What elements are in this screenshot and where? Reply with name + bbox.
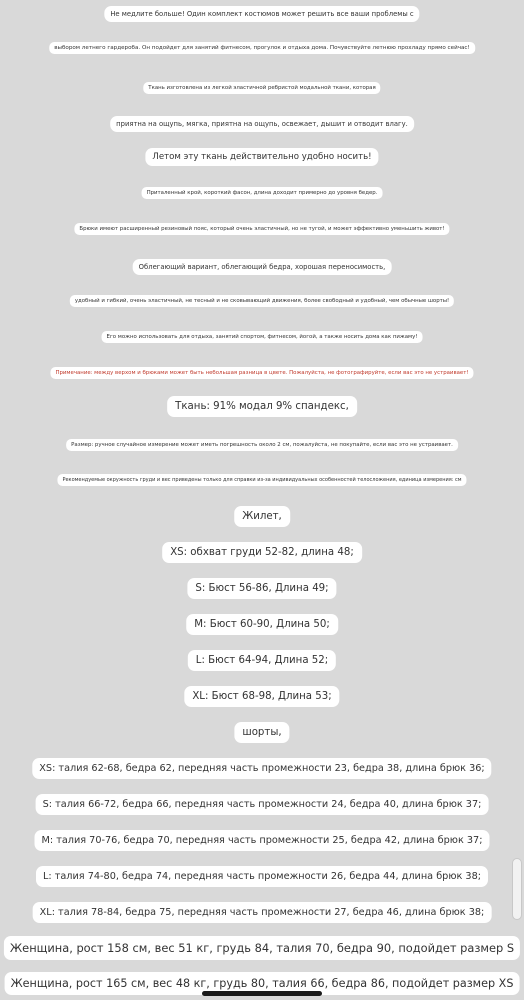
text-bubble-pants-waist: Брюки имеют расширенный резиновый пояс, который очень эластичный, но не тугой, и может эффективно уменьшить живот!	[74, 223, 449, 235]
text-bubble-comfort: удобный и гибкий, очень эластичный, не тесный и не сковывающий движения, более свободный и удобный, чем обычные шорты!	[70, 295, 454, 307]
text-bubble-shorts-heading: шорты,	[234, 722, 289, 743]
text-bubble-shorts-m: M: талия 70-76, бедра 70, передняя часть промежности 25, бедра 42, длина брюк 37;	[35, 830, 490, 851]
text-bubble-usage: Его можно использовать для отдыха, занятий спортом, фитнесом, йогой, а также носить дома как пижаму!	[102, 331, 423, 343]
side-scroll-handle[interactable]	[512, 858, 522, 920]
text-bubble-tight-fit: Облегающий вариант, облегающий бедра, хорошая переносимость,	[133, 259, 392, 275]
text-bubble-fabric-2: приятна на ощупь, мягка, приятна на ощупь, освежает, дышит и отводит влагу.	[110, 116, 414, 132]
text-bubble-shorts-l: L: талия 74-80, бедра 74, передняя часть промежности 26, бедра 44, длина брюк 38;	[36, 866, 488, 887]
text-bubble-size-measure-note: Размер: ручное случайное измерение может иметь погрешность около 2 см, пожалуйста, не покупайте, если вас это не устраивает.	[66, 439, 458, 451]
text-bubble-vest-m: M: Бюст 60-90, Длина 50;	[186, 614, 338, 635]
home-indicator-bar[interactable]	[202, 991, 322, 996]
text-bubble-vest-s: S: Бюст 56-86, Длина 49;	[187, 578, 336, 599]
text-bubble-vest-heading: Жилет,	[234, 506, 290, 527]
text-bubble-composition: Ткань: 91% модал 9% спандекс,	[167, 396, 357, 417]
text-bubble-color-note: Примечание: между верхом и брюками может быть небольшая разница в цвете. Пожалуйста, не фотографируйте, если вас это не устраивает!	[50, 367, 473, 379]
text-bubble-intro-1: Не медлите больше! Один комплект костюмов может решить все ваши проблемы с	[104, 6, 419, 22]
text-bubble-vest-xs: XS: обхват груди 52-82, длина 48;	[162, 542, 362, 563]
text-bubble-size-reference-note: Рекомендуемые окружность груди и вес приведены только для справки из-за индивидуальных особенностей телосложения, единица измерения: см	[57, 474, 466, 486]
text-bubble-fit: Приталенный крой, короткий фасон, длина доходит примерно до уровня бедер.	[142, 187, 383, 199]
text-bubble-shorts-xl: XL: талия 78-84, бедра 75, передняя часть промежности 27, бедра 46, длина брюк 38;	[33, 902, 492, 923]
text-bubble-shorts-s: S: талия 66-72, бедра 66, передняя часть промежности 24, бедра 40, длина брюк 37;	[36, 794, 489, 815]
text-bubble-model-s: Женщина, рост 158 см, вес 51 кг, грудь 84, талия 70, бедра 90, подойдет размер S	[4, 936, 520, 960]
text-bubble-intro-2: выбором летнего гардероба. Он подойдет для занятий фитнесом, прогулок и отдыха дома. Почувствуйте летнюю прохладу прямо сейчас!	[49, 42, 475, 54]
text-bubble-fabric-1: Ткань изготовлена из легкой эластичной ребристой модальной ткани, которая	[143, 82, 380, 94]
text-bubble-model-xs: Женщина, рост 165 см, вес 48 кг, грудь 80, талия 66, бедра 86, подойдет размер XS	[5, 972, 520, 995]
text-bubble-vest-xl: XL: Бюст 68-98, Длина 53;	[184, 686, 339, 707]
text-bubble-vest-l: L: Бюст 64-94, Длина 52;	[188, 650, 336, 671]
text-bubble-summer: Летом эту ткань действительно удобно носить!	[145, 148, 378, 166]
text-bubble-shorts-xs: XS: талия 62-68, бедра 62, передняя часть промежности 23, бедра 38, длина брюк 36;	[32, 758, 491, 779]
